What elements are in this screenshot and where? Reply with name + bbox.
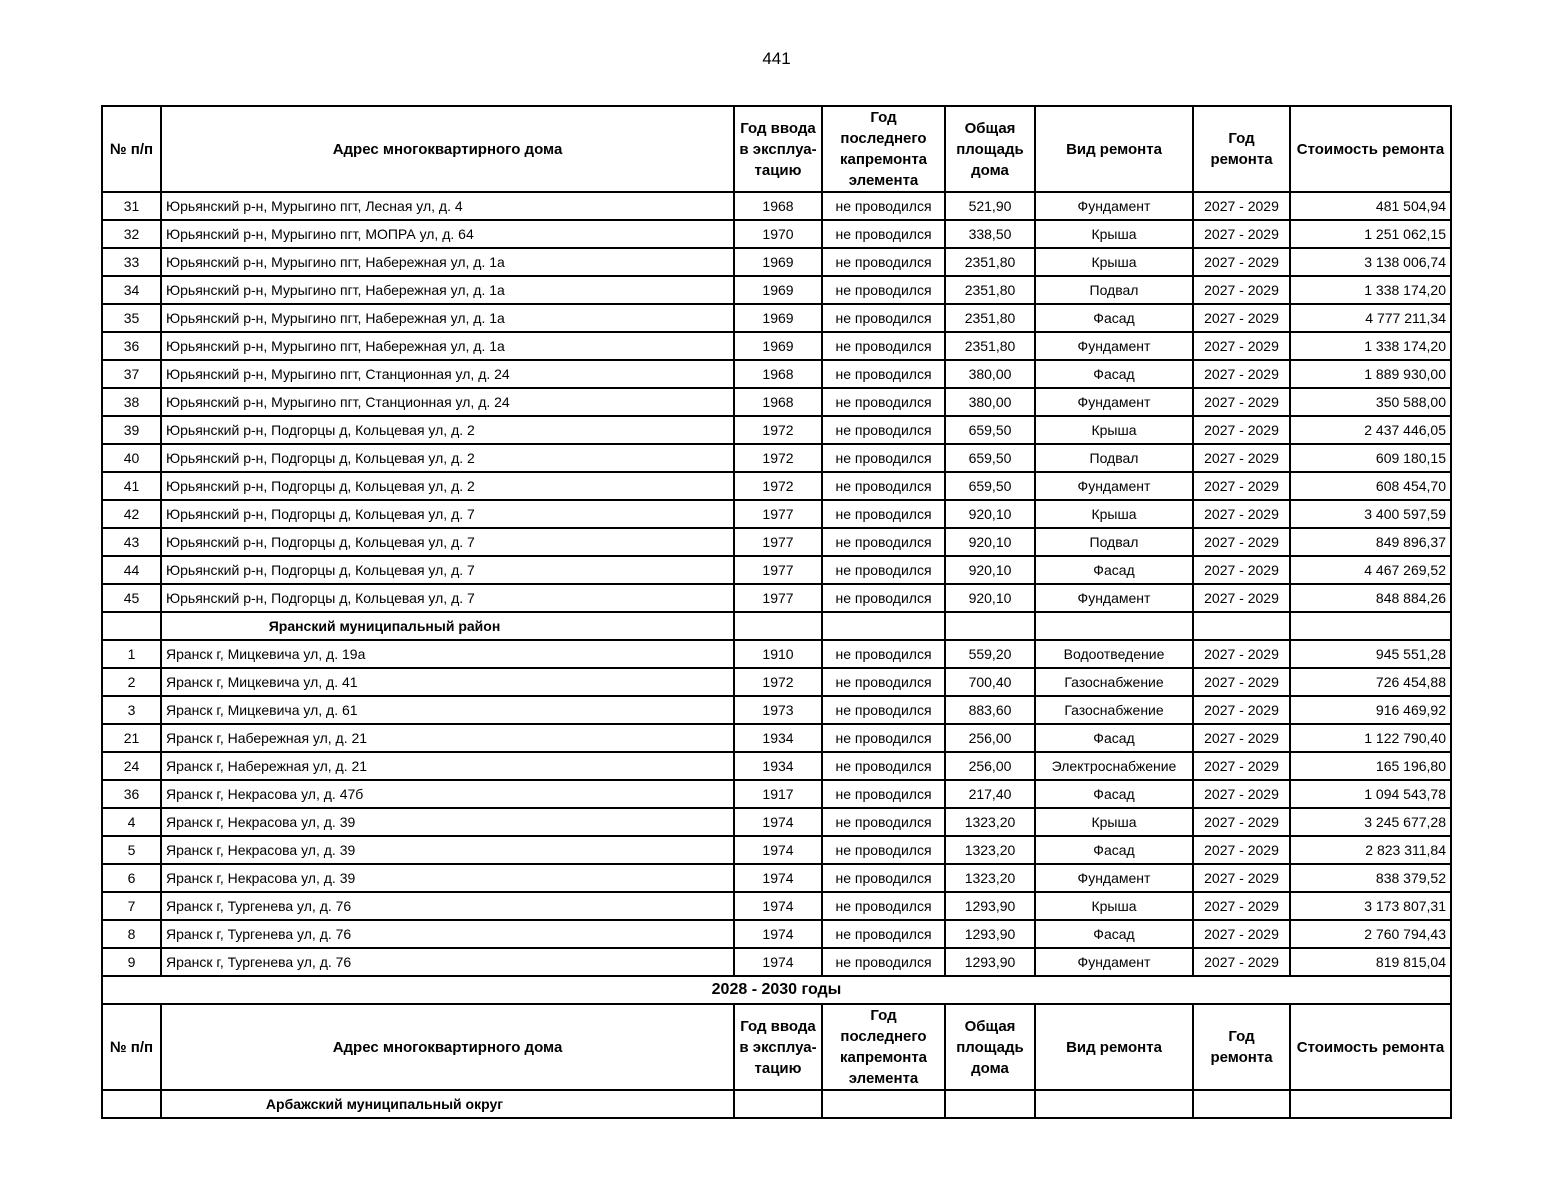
group-cell-empty (1290, 1090, 1451, 1118)
cell-repair-type: Газоснабжение (1035, 696, 1193, 724)
cell-cost: 3 245 677,28 (1290, 808, 1451, 836)
cell-area: 659,50 (945, 444, 1035, 472)
cell-area: 256,00 (945, 724, 1035, 752)
cell-address: Юрьянский р-н, Подгорцы д, Кольцевая ул, д. 2 (161, 444, 734, 472)
table-row (102, 668, 1451, 696)
cell-num: 36 (102, 780, 161, 808)
cell-repair-type: Фасад (1035, 360, 1193, 388)
cell-area: 1323,20 (945, 864, 1035, 892)
cell-cost: 3 138 006,74 (1290, 248, 1451, 276)
table-row (102, 276, 1451, 304)
cell-year-built: 1974 (734, 948, 822, 976)
cell-cost: 1 122 790,40 (1290, 724, 1451, 752)
cell-area: 1293,90 (945, 948, 1035, 976)
cell-repair-type: Газоснабжение (1035, 668, 1193, 696)
cell-year-built: 1969 (734, 248, 822, 276)
table-row (102, 948, 1451, 976)
cell-last-repair: не проводился (822, 724, 945, 752)
cell-year-built: 1917 (734, 780, 822, 808)
cell-repair-type: Подвал (1035, 528, 1193, 556)
cell-year-built: 1934 (734, 724, 822, 752)
cell-address: Юрьянский р-н, Подгорцы д, Кольцевая ул, д. 7 (161, 500, 734, 528)
cell-address: Юрьянский р-н, Подгорцы д, Кольцевая ул, д. 7 (161, 584, 734, 612)
cell-num: 35 (102, 304, 161, 332)
cell-repair-year: 2027 - 2029 (1193, 920, 1290, 948)
cell-area: 700,40 (945, 668, 1035, 696)
cell-cost: 4 777 211,34 (1290, 304, 1451, 332)
cell-repair-year: 2027 - 2029 (1193, 444, 1290, 472)
table-body (102, 106, 1451, 1118)
cell-year-built: 1972 (734, 668, 822, 696)
cell-repair-type: Фундамент (1035, 388, 1193, 416)
header-repair-type: Вид ремонта (1035, 1004, 1193, 1090)
cell-repair-year: 2027 - 2029 (1193, 332, 1290, 360)
cell-repair-year: 2027 - 2029 (1193, 752, 1290, 780)
cell-year-built: 1968 (734, 388, 822, 416)
cell-repair-year: 2027 - 2029 (1193, 276, 1290, 304)
cell-num: 45 (102, 584, 161, 612)
group-cell-num (102, 612, 161, 640)
cell-last-repair: не проводился (822, 808, 945, 836)
cell-year-built: 1969 (734, 276, 822, 304)
cell-year-built: 1974 (734, 864, 822, 892)
cell-last-repair: не проводился (822, 360, 945, 388)
group-cell-empty (1290, 612, 1451, 640)
cell-year-built: 1974 (734, 920, 822, 948)
cell-last-repair: не проводился (822, 836, 945, 864)
header-repair-year: Год ремонта (1193, 106, 1290, 192)
header-num: № п/п (102, 106, 161, 192)
cell-repair-year: 2027 - 2029 (1193, 556, 1290, 584)
cell-address: Юрьянский р-н, Подгорцы д, Кольцевая ул, д. 7 (161, 556, 734, 584)
cell-cost: 1 338 174,20 (1290, 276, 1451, 304)
cell-num: 8 (102, 920, 161, 948)
cell-repair-year: 2027 - 2029 (1193, 472, 1290, 500)
cell-year-built: 1974 (734, 808, 822, 836)
cell-area: 659,50 (945, 416, 1035, 444)
cell-cost: 819 815,04 (1290, 948, 1451, 976)
group-cell-num (102, 1090, 161, 1118)
table-row (102, 696, 1451, 724)
cell-address: Яранск г, Тургенева ул, д. 76 (161, 892, 734, 920)
cell-area: 559,20 (945, 640, 1035, 668)
cell-address: Юрьянский р-н, Мурыгино пгт, Станционная ул, д. 24 (161, 388, 734, 416)
cell-last-repair: не проводился (822, 472, 945, 500)
period-row (102, 976, 1451, 1004)
table-row (102, 416, 1451, 444)
cell-repair-year: 2027 - 2029 (1193, 668, 1290, 696)
table-row (102, 304, 1451, 332)
header-area: Общая площадь дома (945, 106, 1035, 192)
table-row (102, 472, 1451, 500)
cell-repair-type: Подвал (1035, 444, 1193, 472)
cell-repair-year: 2027 - 2029 (1193, 500, 1290, 528)
cell-year-built: 1968 (734, 192, 822, 220)
cell-repair-year: 2027 - 2029 (1193, 892, 1290, 920)
cell-repair-type: Крыша (1035, 416, 1193, 444)
cell-num: 33 (102, 248, 161, 276)
cell-repair-type: Фасад (1035, 724, 1193, 752)
cell-area: 256,00 (945, 752, 1035, 780)
cell-num: 38 (102, 388, 161, 416)
cell-cost: 838 379,52 (1290, 864, 1451, 892)
cell-area: 2351,80 (945, 332, 1035, 360)
cell-area: 1323,20 (945, 836, 1035, 864)
header-cost: Стоимость ремонта (1290, 1004, 1451, 1090)
cell-repair-year: 2027 - 2029 (1193, 584, 1290, 612)
cell-repair-year: 2027 - 2029 (1193, 640, 1290, 668)
cell-repair-type: Фасад (1035, 556, 1193, 584)
cell-cost: 3 400 597,59 (1290, 500, 1451, 528)
table-row (102, 584, 1451, 612)
cell-cost: 165 196,80 (1290, 752, 1451, 780)
cell-last-repair: не проводился (822, 920, 945, 948)
cell-num: 37 (102, 360, 161, 388)
cell-num: 31 (102, 192, 161, 220)
table-row (102, 248, 1451, 276)
cell-year-built: 1974 (734, 892, 822, 920)
cell-cost: 2 760 794,43 (1290, 920, 1451, 948)
cell-repair-type: Фундамент (1035, 472, 1193, 500)
cell-area: 338,50 (945, 220, 1035, 248)
cell-address: Яранск г, Тургенева ул, д. 76 (161, 948, 734, 976)
group-cell-empty (734, 612, 822, 640)
table-row (102, 920, 1451, 948)
cell-cost: 481 504,94 (1290, 192, 1451, 220)
cell-repair-type: Фасад (1035, 304, 1193, 332)
cell-repair-type: Электроснабжение (1035, 752, 1193, 780)
cell-repair-year: 2027 - 2029 (1193, 724, 1290, 752)
table-row (102, 808, 1451, 836)
cell-last-repair: не проводился (822, 640, 945, 668)
cell-repair-year: 2027 - 2029 (1193, 528, 1290, 556)
cell-area: 2351,80 (945, 276, 1035, 304)
header-address: Адрес многоквартирного дома (161, 1004, 734, 1090)
header-year-built: Год ввода в эксплуа-тацию (734, 106, 822, 192)
cell-address: Юрьянский р-н, Подгорцы д, Кольцевая ул, д. 2 (161, 416, 734, 444)
header-cost: Стоимость ремонта (1290, 106, 1451, 192)
cell-area: 920,10 (945, 556, 1035, 584)
cell-repair-type: Фундамент (1035, 948, 1193, 976)
table-row (102, 192, 1451, 220)
cell-num: 3 (102, 696, 161, 724)
header-area: Общая площадь дома (945, 1004, 1035, 1090)
table-row (102, 332, 1451, 360)
cell-repair-type: Фасад (1035, 780, 1193, 808)
cell-repair-type: Фундамент (1035, 332, 1193, 360)
cell-area: 2351,80 (945, 248, 1035, 276)
cell-cost: 848 884,26 (1290, 584, 1451, 612)
cell-num: 2 (102, 668, 161, 696)
table-row (102, 528, 1451, 556)
cell-cost: 1 338 174,20 (1290, 332, 1451, 360)
cell-last-repair: не проводился (822, 192, 945, 220)
cell-last-repair: не проводился (822, 668, 945, 696)
cell-last-repair: не проводился (822, 948, 945, 976)
cell-address: Яранск г, Набережная ул, д. 21 (161, 752, 734, 780)
cell-year-built: 1972 (734, 416, 822, 444)
cell-repair-year: 2027 - 2029 (1193, 696, 1290, 724)
cell-num: 24 (102, 752, 161, 780)
cell-num: 43 (102, 528, 161, 556)
cell-last-repair: не проводился (822, 584, 945, 612)
cell-year-built: 1970 (734, 220, 822, 248)
cell-cost: 609 180,15 (1290, 444, 1451, 472)
cell-area: 217,40 (945, 780, 1035, 808)
table-row (102, 780, 1451, 808)
group-row-yaransk (102, 612, 1451, 640)
header-repair-year: Год ремонта (1193, 1004, 1290, 1090)
cell-last-repair: не проводился (822, 332, 945, 360)
table-row (102, 500, 1451, 528)
group-cell-empty (822, 612, 945, 640)
group-cell-empty (822, 1090, 945, 1118)
cell-address: Юрьянский р-н, Мурыгино пгт, МОПРА ул, д. 64 (161, 220, 734, 248)
cell-year-built: 1968 (734, 360, 822, 388)
period-title: 2028 - 2030 годы (102, 976, 1451, 1004)
cell-address: Яранск г, Мицкевича ул, д. 61 (161, 696, 734, 724)
cell-last-repair: не проводился (822, 780, 945, 808)
header-year-built: Год ввода в эксплуа-тацию (734, 1004, 822, 1090)
repair-plan-table (101, 105, 1452, 1119)
cell-year-built: 1977 (734, 500, 822, 528)
cell-area: 1323,20 (945, 808, 1035, 836)
header-repair-type: Вид ремонта (1035, 106, 1193, 192)
header-row-2 (102, 1004, 1451, 1090)
cell-cost: 726 454,88 (1290, 668, 1451, 696)
cell-year-built: 1977 (734, 528, 822, 556)
cell-num: 44 (102, 556, 161, 584)
cell-num: 36 (102, 332, 161, 360)
cell-last-repair: не проводился (822, 696, 945, 724)
cell-address: Яранск г, Мицкевича ул, д. 19а (161, 640, 734, 668)
cell-repair-year: 2027 - 2029 (1193, 948, 1290, 976)
cell-num: 5 (102, 836, 161, 864)
cell-last-repair: не проводился (822, 276, 945, 304)
cell-num: 1 (102, 640, 161, 668)
cell-address: Юрьянский р-н, Мурыгино пгт, Набережная ул, д. 1а (161, 332, 734, 360)
cell-cost: 849 896,37 (1290, 528, 1451, 556)
cell-year-built: 1910 (734, 640, 822, 668)
header-num: № п/п (102, 1004, 161, 1090)
cell-address: Яранск г, Некрасова ул, д. 39 (161, 864, 734, 892)
cell-num: 21 (102, 724, 161, 752)
cell-address: Яранск г, Некрасова ул, д. 39 (161, 808, 734, 836)
group-cell-empty (1193, 1090, 1290, 1118)
cell-address: Юрьянский р-н, Подгорцы д, Кольцевая ул, д. 7 (161, 528, 734, 556)
cell-year-built: 1974 (734, 836, 822, 864)
page-number: 441 (762, 49, 791, 68)
cell-cost: 945 551,28 (1290, 640, 1451, 668)
cell-repair-type: Крыша (1035, 892, 1193, 920)
cell-year-built: 1977 (734, 584, 822, 612)
cell-address: Яранск г, Некрасова ул, д. 39 (161, 836, 734, 864)
header-last-repair: Год последнего капремонта элемента (822, 1004, 945, 1090)
group-row-arbazh (102, 1090, 1451, 1118)
cell-last-repair: не проводился (822, 388, 945, 416)
cell-last-repair: не проводился (822, 752, 945, 780)
cell-repair-type: Подвал (1035, 276, 1193, 304)
cell-cost: 1 094 543,78 (1290, 780, 1451, 808)
cell-year-built: 1977 (734, 556, 822, 584)
cell-area: 380,00 (945, 388, 1035, 416)
cell-repair-year: 2027 - 2029 (1193, 192, 1290, 220)
group-cell-empty (945, 612, 1035, 640)
cell-cost: 2 823 311,84 (1290, 836, 1451, 864)
cell-num: 39 (102, 416, 161, 444)
cell-repair-type: Водоотведение (1035, 640, 1193, 668)
cell-year-built: 1969 (734, 332, 822, 360)
cell-address: Юрьянский р-н, Мурыгино пгт, Набережная ул, д. 1а (161, 304, 734, 332)
cell-cost: 2 437 446,05 (1290, 416, 1451, 444)
cell-repair-type: Фундамент (1035, 192, 1193, 220)
cell-address: Яранск г, Тургенева ул, д. 76 (161, 920, 734, 948)
cell-repair-year: 2027 - 2029 (1193, 248, 1290, 276)
table-row (102, 388, 1451, 416)
cell-repair-year: 2027 - 2029 (1193, 304, 1290, 332)
cell-repair-type: Крыша (1035, 248, 1193, 276)
cell-area: 1293,90 (945, 892, 1035, 920)
cell-year-built: 1972 (734, 444, 822, 472)
cell-area: 2351,80 (945, 304, 1035, 332)
cell-last-repair: не проводился (822, 444, 945, 472)
group-cell-empty (1035, 612, 1193, 640)
cell-last-repair: не проводился (822, 220, 945, 248)
cell-num: 7 (102, 892, 161, 920)
cell-cost: 1 889 930,00 (1290, 360, 1451, 388)
header-address: Адрес многоквартирного дома (161, 106, 734, 192)
group-cell-empty (1035, 1090, 1193, 1118)
cell-cost: 916 469,92 (1290, 696, 1451, 724)
cell-area: 920,10 (945, 500, 1035, 528)
cell-repair-year: 2027 - 2029 (1193, 388, 1290, 416)
cell-last-repair: не проводился (822, 892, 945, 920)
cell-num: 32 (102, 220, 161, 248)
group-cell-empty (945, 1090, 1035, 1118)
table-row (102, 724, 1451, 752)
cell-repair-type: Крыша (1035, 808, 1193, 836)
cell-area: 1293,90 (945, 920, 1035, 948)
cell-address: Юрьянский р-н, Мурыгино пгт, Набережная ул, д. 1а (161, 276, 734, 304)
cell-last-repair: не проводился (822, 556, 945, 584)
cell-num: 9 (102, 948, 161, 976)
cell-last-repair: не проводился (822, 864, 945, 892)
cell-repair-type: Фасад (1035, 920, 1193, 948)
cell-repair-type: Фундамент (1035, 584, 1193, 612)
cell-area: 380,00 (945, 360, 1035, 388)
table-row (102, 220, 1451, 248)
cell-last-repair: не проводился (822, 500, 945, 528)
cell-address: Яранск г, Мицкевича ул, д. 41 (161, 668, 734, 696)
table-row (102, 360, 1451, 388)
cell-repair-year: 2027 - 2029 (1193, 360, 1290, 388)
cell-repair-year: 2027 - 2029 (1193, 836, 1290, 864)
cell-repair-type: Фундамент (1035, 864, 1193, 892)
header-last-repair: Год последнего капремонта элемента (822, 106, 945, 192)
table-row (102, 444, 1451, 472)
group-name: Яранский муниципальный район (161, 612, 734, 640)
group-name: Арбажский муниципальный округ (161, 1090, 734, 1118)
group-cell-empty (1193, 612, 1290, 640)
cell-last-repair: не проводился (822, 304, 945, 332)
cell-area: 521,90 (945, 192, 1035, 220)
cell-year-built: 1973 (734, 696, 822, 724)
cell-repair-type: Крыша (1035, 220, 1193, 248)
cell-last-repair: не проводился (822, 248, 945, 276)
cell-cost: 3 173 807,31 (1290, 892, 1451, 920)
cell-year-built: 1972 (734, 472, 822, 500)
cell-repair-year: 2027 - 2029 (1193, 808, 1290, 836)
cell-area: 883,60 (945, 696, 1035, 724)
cell-address: Юрьянский р-н, Мурыгино пгт, Набережная ул, д. 1а (161, 248, 734, 276)
cell-repair-year: 2027 - 2029 (1193, 416, 1290, 444)
cell-area: 920,10 (945, 584, 1035, 612)
cell-address: Яранск г, Некрасова ул, д. 47б (161, 780, 734, 808)
cell-area: 920,10 (945, 528, 1035, 556)
cell-area: 659,50 (945, 472, 1035, 500)
header-row (102, 106, 1451, 192)
cell-num: 4 (102, 808, 161, 836)
cell-cost: 350 588,00 (1290, 388, 1451, 416)
cell-repair-year: 2027 - 2029 (1193, 864, 1290, 892)
table-row (102, 836, 1451, 864)
cell-num: 41 (102, 472, 161, 500)
cell-repair-type: Фасад (1035, 836, 1193, 864)
table-row (102, 864, 1451, 892)
table-row (102, 640, 1451, 668)
cell-last-repair: не проводился (822, 528, 945, 556)
table-row (102, 556, 1451, 584)
group-cell-empty (734, 1090, 822, 1118)
cell-address: Юрьянский р-н, Подгорцы д, Кольцевая ул, д. 2 (161, 472, 734, 500)
cell-address: Юрьянский р-н, Мурыгино пгт, Станционная ул, д. 24 (161, 360, 734, 388)
cell-repair-year: 2027 - 2029 (1193, 220, 1290, 248)
cell-num: 42 (102, 500, 161, 528)
cell-num: 40 (102, 444, 161, 472)
table-row (102, 752, 1451, 780)
cell-repair-type: Крыша (1035, 500, 1193, 528)
cell-num: 34 (102, 276, 161, 304)
table-row (102, 892, 1451, 920)
cell-last-repair: не проводился (822, 416, 945, 444)
cell-cost: 4 467 269,52 (1290, 556, 1451, 584)
cell-cost: 1 251 062,15 (1290, 220, 1451, 248)
cell-num: 6 (102, 864, 161, 892)
cell-repair-year: 2027 - 2029 (1193, 780, 1290, 808)
cell-cost: 608 454,70 (1290, 472, 1451, 500)
cell-year-built: 1969 (734, 304, 822, 332)
cell-address: Юрьянский р-н, Мурыгино пгт, Лесная ул, д. 4 (161, 192, 734, 220)
cell-address: Яранск г, Набережная ул, д. 21 (161, 724, 734, 752)
cell-year-built: 1934 (734, 752, 822, 780)
